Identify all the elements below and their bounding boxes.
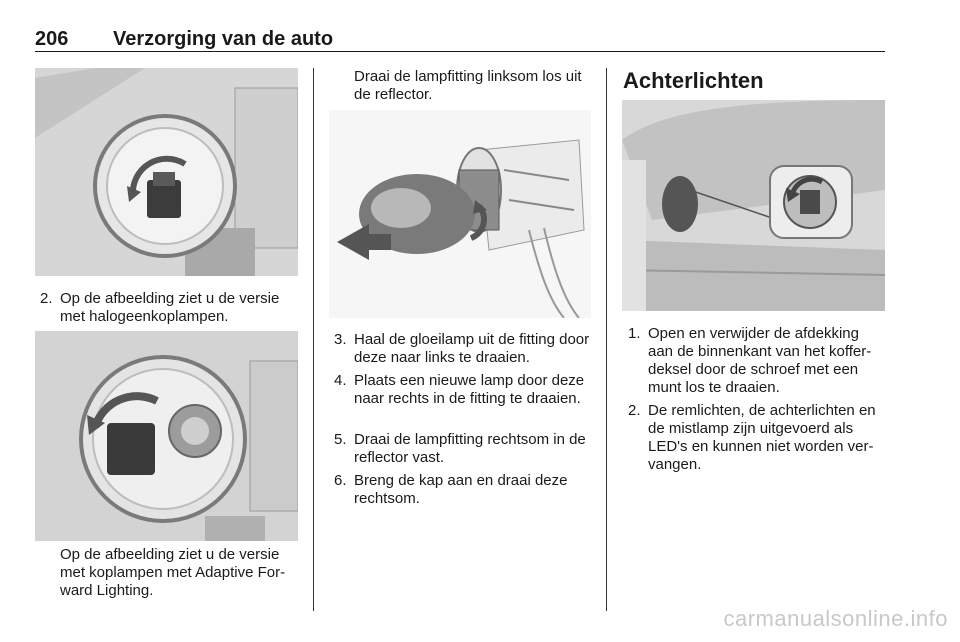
watermark: carmanualsonline.info: [723, 606, 948, 631]
headlamp-afl-image: [35, 331, 298, 541]
item-number: 4.: [334, 372, 347, 389]
item-number: 2.: [628, 402, 641, 419]
item-text: Open en verwijder de afdekking aan de binnenkant van het koffer-deksel door de schroef met een munt los te draaien.: [648, 325, 872, 396]
page-title: Verzorging van de auto: [113, 28, 334, 50]
item-text: Breng de kap aan en draai deze rechtsom.: [354, 472, 568, 507]
column-divider-2: [606, 68, 607, 611]
item-number: 6.: [334, 472, 347, 489]
item-number: 1.: [628, 325, 641, 342]
list-item: [334, 331, 594, 367]
item-number: 5.: [334, 431, 347, 448]
page-number: 206: [35, 28, 69, 50]
intro-text: Draai de lampfitting linksom los uit de reflector.: [354, 68, 582, 103]
header-divider: [35, 51, 885, 52]
item-text: Op de afbeelding ziet u de versie met halogeenkoplampen.: [60, 290, 280, 325]
item-text: Haal de gloeilamp uit de fitting door deze naar links te draaien.: [354, 331, 590, 366]
bulb-socket-image: [329, 110, 591, 318]
list-item: [40, 290, 298, 326]
column-divider-1: [313, 68, 314, 611]
tail-light-image: [622, 100, 885, 311]
list-item: [628, 325, 886, 397]
list-item: [628, 402, 886, 474]
item-text: De remlichten, de achterlichten en de mistlamp zijn uitgevoerd als LED's en kunnen niet worden ver-vangen.: [648, 402, 876, 473]
item-number: 3.: [334, 331, 347, 348]
list-item: [334, 472, 594, 508]
section-title: Achterlichten: [623, 68, 764, 93]
item-text: Plaats een nieuwe lamp door deze naar rechts in de fitting te draaien.: [354, 372, 585, 407]
item-text: Draai de lampfitting rechtsom in de reflector vast.: [354, 431, 586, 466]
list-item: [334, 431, 594, 467]
item-number: 2.: [40, 290, 53, 307]
headlamp-halogen-image: [35, 68, 298, 276]
figure-caption: Op de afbeelding ziet u de versie met koplampen met Adaptive For-ward Lighting.: [60, 546, 286, 599]
list-item: [334, 372, 594, 408]
